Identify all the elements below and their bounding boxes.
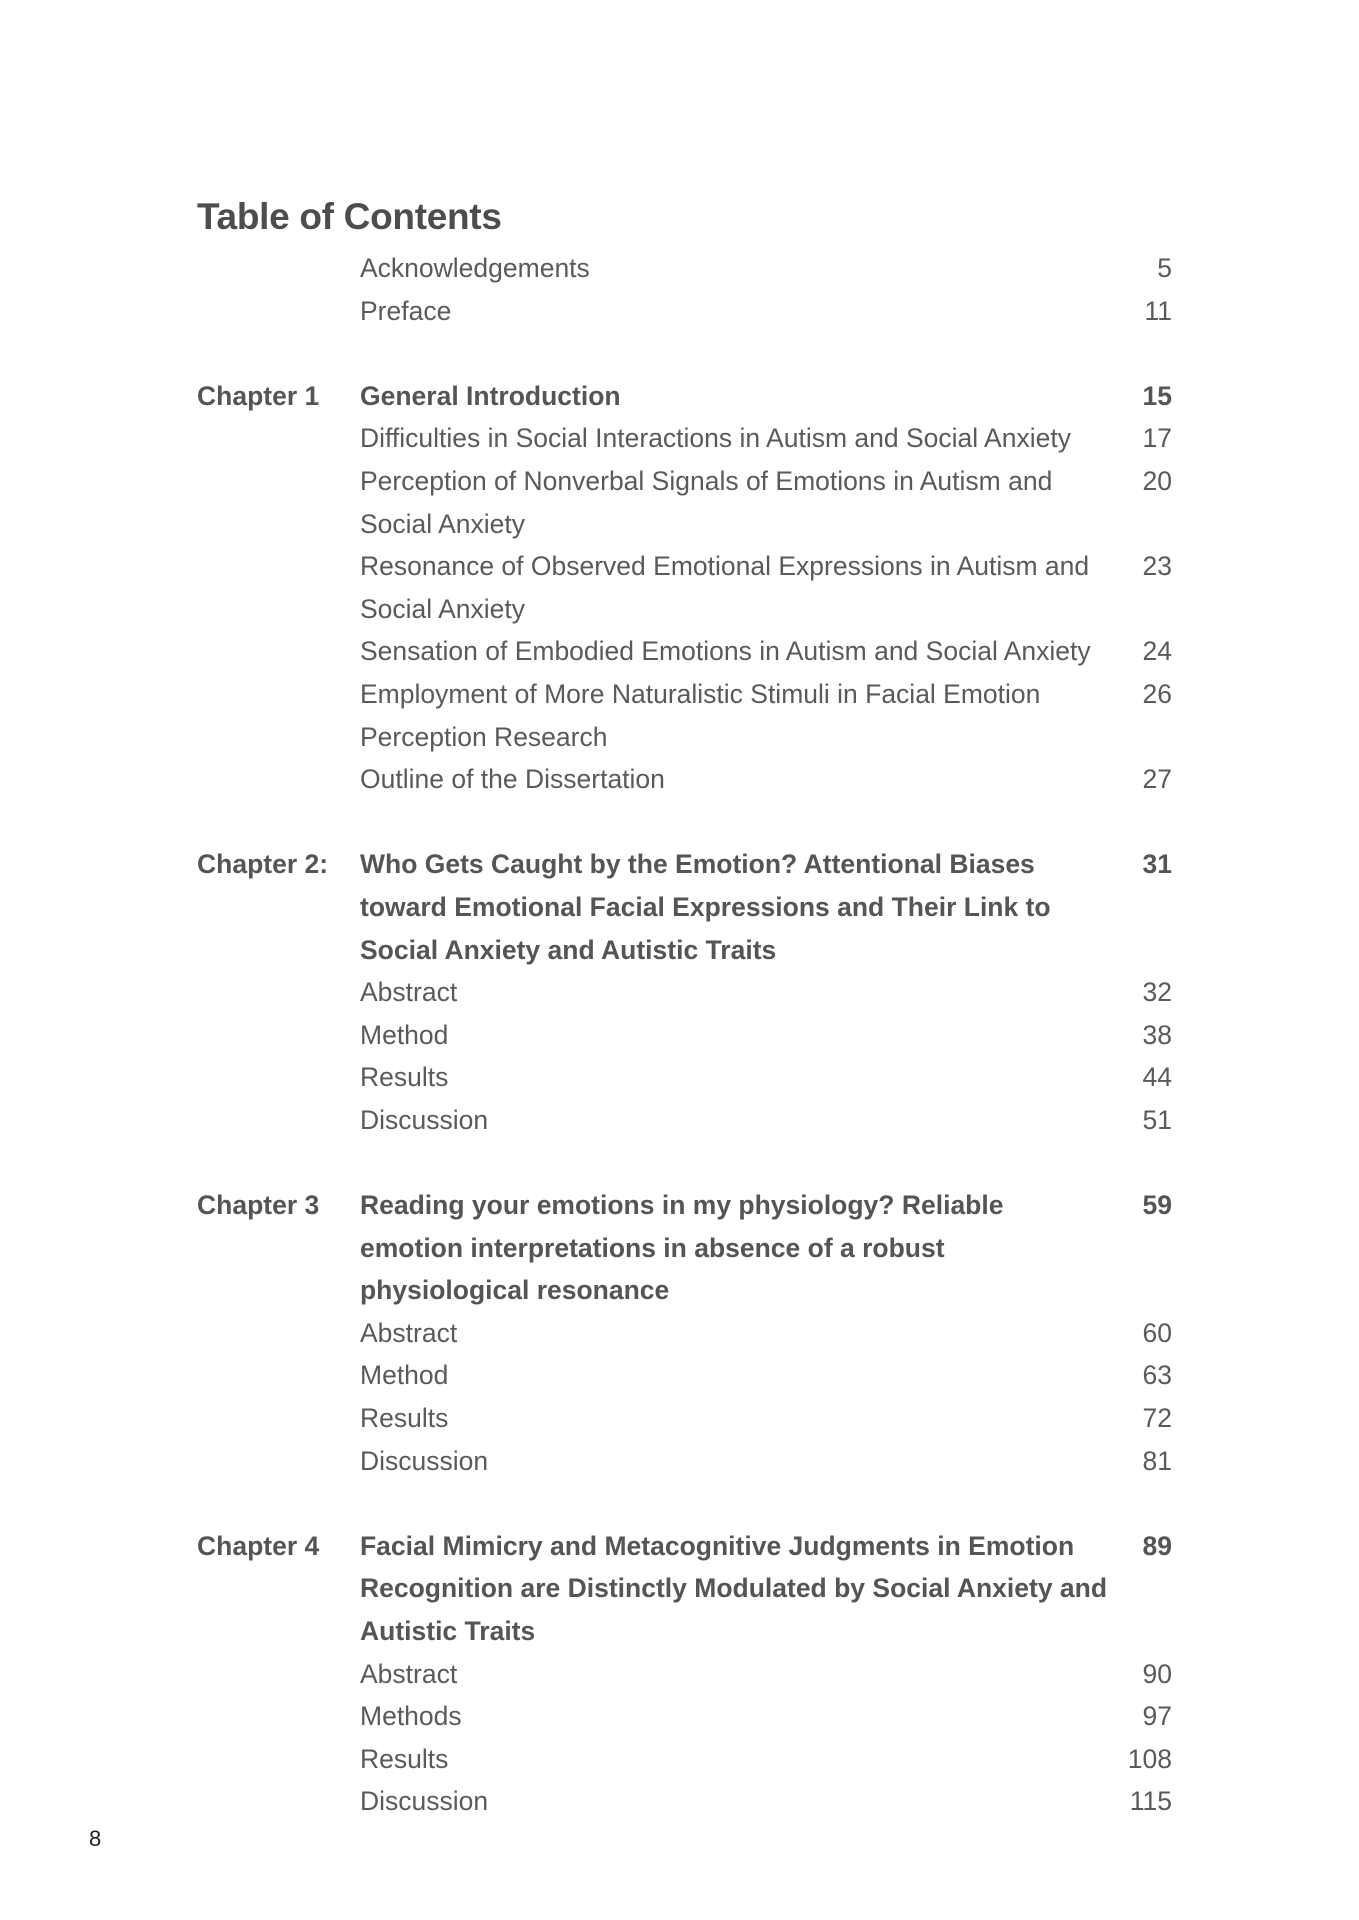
entry-title: Preface bbox=[360, 295, 452, 326]
entry-page: 72 bbox=[1142, 1403, 1172, 1434]
chapter-page: 59 bbox=[1142, 1190, 1172, 1221]
toc-entry[interactable] bbox=[197, 1056, 1172, 1099]
toc-entry[interactable] bbox=[197, 1440, 1172, 1483]
entry-title: Outline of the Dissertation bbox=[360, 764, 665, 795]
chapter-4-heading[interactable] bbox=[197, 1525, 1172, 1653]
toc-list bbox=[197, 247, 1172, 1823]
chapter-label: Chapter 2: bbox=[197, 849, 329, 880]
chapter-page: 31 bbox=[1142, 849, 1172, 880]
entry-title: Abstract bbox=[360, 1317, 458, 1348]
entry-page: 24 bbox=[1142, 636, 1172, 667]
entry-title: Discussion bbox=[360, 1786, 489, 1817]
chapter-page: 15 bbox=[1142, 380, 1172, 411]
entry-title: Results bbox=[360, 1403, 449, 1434]
chapter-label: Chapter 4 bbox=[197, 1530, 320, 1561]
toc-entry[interactable] bbox=[197, 1312, 1172, 1355]
chapter-label: Chapter 3 bbox=[197, 1190, 320, 1221]
toc-entry[interactable] bbox=[197, 673, 1172, 758]
entry-page: 26 bbox=[1142, 678, 1172, 709]
toc-entry[interactable] bbox=[197, 630, 1172, 673]
toc-entry[interactable] bbox=[197, 1695, 1172, 1738]
toc-entry[interactable] bbox=[197, 758, 1172, 801]
entry-page: 90 bbox=[1142, 1658, 1172, 1689]
entry-page: 81 bbox=[1142, 1445, 1172, 1476]
entry-page: 108 bbox=[1127, 1743, 1172, 1774]
toc-entry[interactable] bbox=[197, 1780, 1172, 1823]
entry-title: Abstract bbox=[360, 977, 458, 1008]
toc-entry[interactable] bbox=[197, 460, 1172, 545]
page-number: 8 bbox=[89, 1826, 102, 1851]
entry-title: Difficulties in Social Interactions in Autism and Social Anxiety bbox=[360, 423, 1071, 454]
entry-title: Employment of More Naturalistic Stimuli in Facial Emotion Perception Research bbox=[360, 678, 1041, 752]
chapter-2-heading[interactable] bbox=[197, 843, 1172, 971]
entry-title: Perception of Nonverbal Signals of Emotions in Autism and Social Anxiety bbox=[360, 465, 1053, 539]
entry-page: 20 bbox=[1142, 465, 1172, 496]
chapter-3-heading[interactable] bbox=[197, 1184, 1172, 1312]
entry-title: Methods bbox=[360, 1701, 462, 1732]
entry-page: 38 bbox=[1142, 1019, 1172, 1050]
entry-title: Results bbox=[360, 1743, 449, 1774]
entry-page: 44 bbox=[1142, 1062, 1172, 1093]
toc-entry[interactable] bbox=[197, 1397, 1172, 1440]
toc-entry[interactable] bbox=[197, 1014, 1172, 1057]
entry-title: Discussion bbox=[360, 1445, 489, 1476]
entry-title: Discussion bbox=[360, 1104, 489, 1135]
chapter-title: Who Gets Caught by the Emotion? Attentional Biases toward Emotional Facial Expressions and Their Link to Social Anxiety and Autistic Traits bbox=[360, 849, 1051, 965]
entry-page: 63 bbox=[1142, 1360, 1172, 1391]
entry-title: Method bbox=[360, 1360, 449, 1391]
entry-page: 32 bbox=[1142, 977, 1172, 1008]
entry-title: Method bbox=[360, 1019, 449, 1050]
toc-entry-preface[interactable] bbox=[197, 290, 1172, 333]
entry-title: Acknowledgements bbox=[360, 253, 590, 283]
entry-page: 97 bbox=[1142, 1701, 1172, 1732]
entry-page: 23 bbox=[1142, 551, 1172, 582]
entry-title: Results bbox=[360, 1062, 449, 1093]
toc-entry[interactable] bbox=[197, 545, 1172, 630]
entry-page: 115 bbox=[1129, 1786, 1172, 1817]
entry-page: 5 bbox=[1157, 253, 1172, 283]
toc-entry[interactable] bbox=[197, 1738, 1172, 1781]
entry-page: 11 bbox=[1144, 295, 1172, 326]
toc-entry[interactable] bbox=[197, 1653, 1172, 1696]
toc-entry[interactable] bbox=[197, 1354, 1172, 1397]
toc-entry[interactable] bbox=[197, 417, 1172, 460]
entry-page: 60 bbox=[1142, 1317, 1172, 1348]
page-title: Table of Contents bbox=[197, 196, 502, 237]
chapter-title: General Introduction bbox=[360, 380, 621, 411]
entry-page: 51 bbox=[1142, 1104, 1172, 1135]
chapter-label: Chapter 1 bbox=[197, 380, 320, 411]
toc-entry-acknowledgements[interactable] bbox=[197, 247, 1172, 290]
entry-title: Resonance of Observed Emotional Expressions in Autism and Social Anxiety bbox=[360, 551, 1090, 624]
chapter-1-heading[interactable] bbox=[197, 375, 1172, 418]
entry-title: Sensation of Embodied Emotions in Autism and Social Anxiety bbox=[360, 636, 1091, 667]
toc-entry[interactable] bbox=[197, 971, 1172, 1014]
entry-title: Abstract bbox=[360, 1658, 458, 1689]
toc-entry[interactable] bbox=[197, 1099, 1172, 1142]
chapter-title: Facial Mimicry and Metacognitive Judgments in Emotion Recognition are Distinctly Modulated by Social Anxiety and Autistic Traits bbox=[360, 1530, 1108, 1647]
chapter-title: Reading your emotions in my physiology? Reliable emotion interpretations in absence of a robust physiological resonance bbox=[360, 1190, 1004, 1306]
entry-page: 17 bbox=[1142, 423, 1172, 454]
entry-page: 27 bbox=[1142, 764, 1172, 795]
chapter-page: 89 bbox=[1142, 1530, 1172, 1561]
